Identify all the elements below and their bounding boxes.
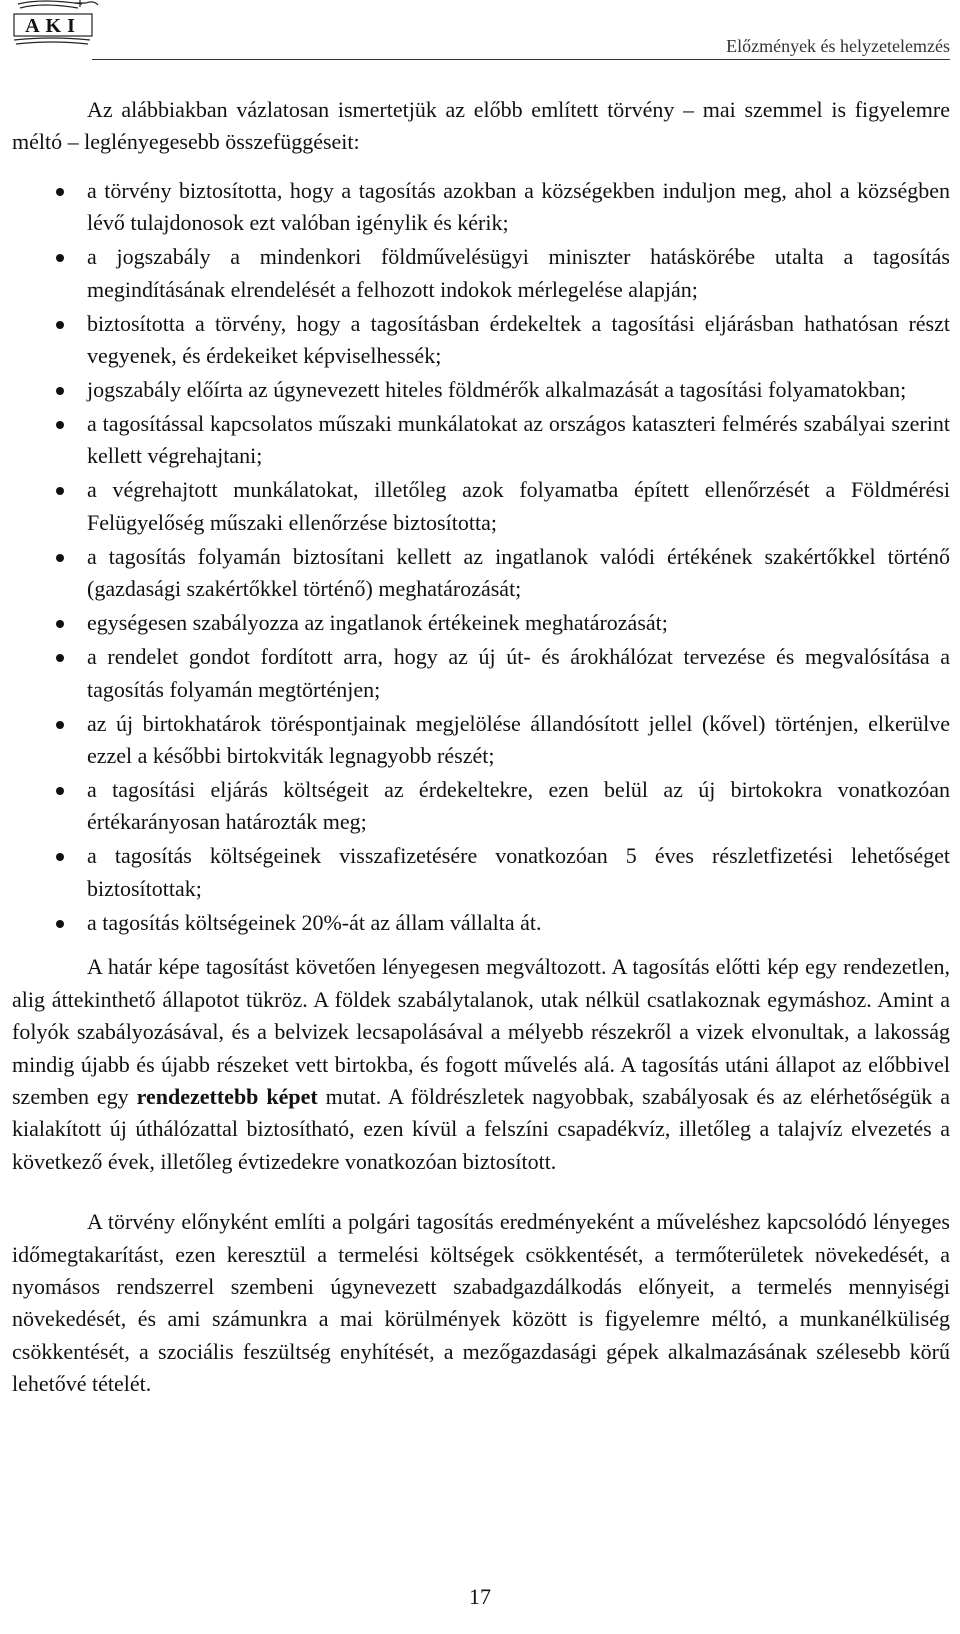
bullet-icon <box>56 254 64 262</box>
header-rule <box>92 59 950 60</box>
paragraph-benefits: A törvény előnyként említi a polgári tagosítás eredményeként a műveléshez kapcsolódó lényeges időmegtakarítást, ezen keresztül a termelési költségek csökkentését, a termőterületek növekedését, a nyomásos rendszerrel szembeni úgynevezett szabadgazdálkodás előnyeit, a termelés mennyiségi növekedését, és ami számunkra a mai körülmények között is figyelemre méltó, a munkanélküliség csökkentését, a szociális feszültség enyhítését, a mezőgazdasági gépek alkalmazásának szélesebb körű lehetővé tételét. <box>12 1209 950 1397</box>
page-number: 17 <box>469 1584 491 1609</box>
bullet-icon <box>56 487 64 495</box>
list-item <box>12 541 950 606</box>
list-item <box>12 308 950 373</box>
aki-logo <box>12 0 102 48</box>
bullet-icon <box>56 554 64 562</box>
list-item-text: a végrehajtott munkálatokat, illetőleg azok folyamatba épített ellenőrzését a Földmérési Felügyelőség műszaki ellenőrzése biztosította; <box>87 477 950 535</box>
list-item-text: a tagosítással kapcsolatos műszaki munkálatokat az országos kataszteri felmérés szabályai szerint kellett végrehajtani; <box>87 411 950 469</box>
bullet-icon <box>56 654 64 662</box>
bullet-icon <box>56 721 64 729</box>
list-item-text: jogszabály előírta az úgynevezett hiteles földmérők alkalmazását a tagosítási folyamatokban; <box>87 377 907 403</box>
document-body <box>12 94 950 1401</box>
list-item <box>12 241 950 306</box>
list-item-text: egységesen szabályozza az ingatlanok értékeinek meghatározását; <box>87 610 668 636</box>
bullet-icon <box>56 387 64 395</box>
list-item-text: a tagosítási eljárás költségeit az érdekeltekre, ezen belül az új birtokokra vonatkozóan értékarányosan határozták meg; <box>87 777 950 835</box>
list-item-text: biztosította a törvény, hogy a tagosításban érdekeltek a tagosítási eljárásban hathatósan részt vegyenek, és érdekeiket képviselhessék; <box>87 310 950 369</box>
list-item <box>12 840 950 905</box>
list-item <box>12 408 950 473</box>
bullet-icon <box>56 920 64 928</box>
list-item-text: a jogszabály a mindenkori földművelésügyi miniszter hatáskörébe utalta a tagosítás megindításának elrendelését a felhozott indokok mérlegelése alapján; <box>87 244 950 302</box>
list-item <box>12 175 950 240</box>
intro-paragraph: Az alábbiakban vázlatosan ismertetjük az előbb említett törvény – mai szemmel is figyelemre méltó – leglényegesebb összefüggéseit: <box>12 97 950 155</box>
list-item <box>12 774 950 839</box>
list-item <box>12 474 950 539</box>
list-item-text: a tagosítás költségeinek 20%-át az állam vállalta át. <box>87 909 542 935</box>
list-item-text: a rendelet gondot fordított arra, hogy az új út- és árokhálózat tervezése és megvalósítása a tagosítás folyamán megtörténjen; <box>87 644 950 702</box>
bullet-icon <box>56 853 64 861</box>
paragraph-landscape-change: A határ képe tagosítást követően lényegesen megváltozott. A tagosítás előtti kép egy rendezetlen, alig áttekinthető állapotot tükröz. A földek szabálytalanok, utak nélkül csatlakoznak egymáshoz. Amint a folyók szabályozásával, és a belvizek lecsapolásával a mélyebb részekről a vizek elvonultak, a lakosság mindig újabb és újabb részeket vett birtokba, és fogott művelés alá. A tagosítás utáni állapot az előbbivel szemben egy rendezettebb képet mutat. A földrészletek nagyobbak, szabályosak és az elérhetőségük a kialakított új úthálózattal biztosítható, ezen kívül a felszíni csapadékvíz, illetőleg a talajvíz elvezetés a következő évek, illetőleg évtizedekre vonatkozóan biztosított. <box>12 954 950 1174</box>
bullet-icon <box>56 188 64 196</box>
list-item <box>12 374 950 406</box>
bullet-icon <box>56 321 64 329</box>
list-item <box>12 641 950 706</box>
bullet-icon <box>56 620 64 628</box>
list-item-text: az új birtokhatárok töréspontjainak megjelölése állandósított jellel (kővel) történjen, elkerülve ezzel a későbbi birtokviták legnagyobb részét; <box>87 710 950 769</box>
bold-phrase: rendezettebb képet <box>136 1083 318 1109</box>
list-item <box>12 708 950 773</box>
header-title: Előzmények és helyzetelemzés <box>726 36 950 56</box>
provision-list <box>12 175 950 939</box>
list-item <box>12 907 950 939</box>
list-item-text: a tagosítás költségeinek visszafizetésére vonatkozóan 5 éves részletfizetési lehetőséget biztosítottak; <box>87 843 950 901</box>
list-item <box>12 607 950 639</box>
bullet-icon <box>56 787 64 795</box>
page-header <box>12 0 950 60</box>
bullet-icon <box>56 421 64 429</box>
list-item-text: a törvény biztosította, hogy a tagosítás azokban a községekben induljon meg, ahol a községben lévő tulajdonosok ezt valóban igénylik és kérik; <box>87 177 950 236</box>
list-item-text: a tagosítás folyamán biztosítani kellett az ingatlanok valódi értékének szakértőkkel történő (gazdasági szakértőkkel történő) meghatározását; <box>87 543 950 602</box>
logo-text: AKI <box>25 15 81 37</box>
